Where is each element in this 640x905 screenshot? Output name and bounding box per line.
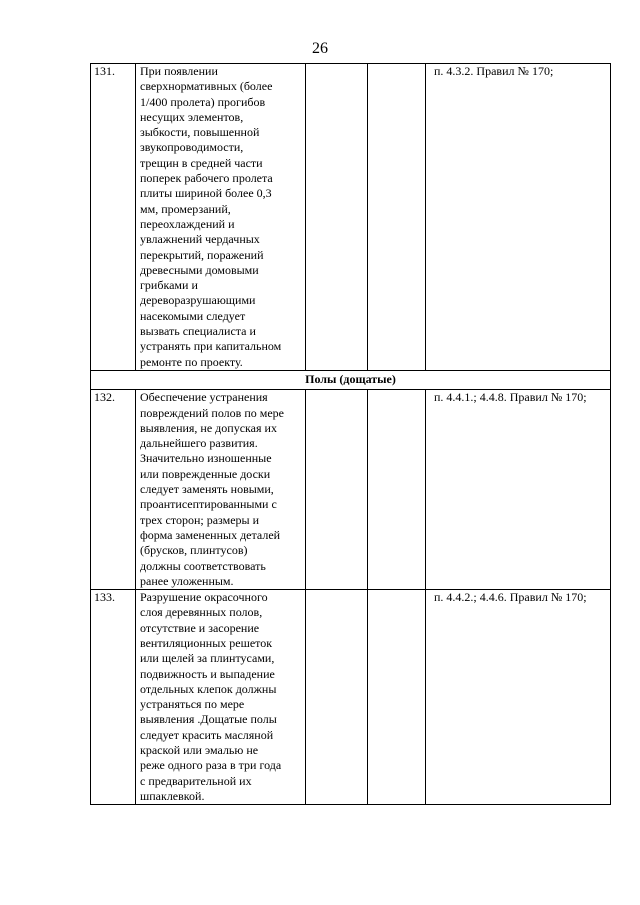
table-row-133 xyxy=(91,590,611,805)
section-title: Полы (дощатые) xyxy=(91,370,611,389)
requirement-text xyxy=(136,590,306,805)
requirement-text xyxy=(136,390,306,590)
table-row-132 xyxy=(91,390,611,590)
requirement-text-content: При появлении сверхнормативных (более 1/400 пролета) прогибов несущих элементов, зыбкости, повышенной звукопроводимости, трещин в средней части поперек рабочего пролета плиты шириной более 0,3 мм, промерзаний, переохлаждений и увлажнений чердачных перекрытий, поражений древесными домовыми грибками и дереворазрушающими насекомыми следует вызвать специалиста и устранять при капитальном ремонте по проекту. xyxy=(140,64,282,369)
table-row-131 xyxy=(91,64,611,371)
regulation-reference: п. 4.4.2.; 4.4.6. Правил № 170; xyxy=(426,590,611,805)
requirements-table xyxy=(90,63,611,805)
empty-cell xyxy=(368,590,426,805)
empty-cell xyxy=(306,590,368,805)
empty-cell xyxy=(368,390,426,590)
page-number: 26 xyxy=(312,40,328,57)
row-number: 133. xyxy=(91,590,136,805)
requirement-text-content: Разрушение окрасочного слоя деревянных полов, отсутствие и засорение вентиляционных решеток или щелей за плинтусами, подвижность и выпадение отдельных клепок должны устраняться по мере выявления .Дощатые полы следует красить масляной краской или эмалью не реже одного раза в три года с предварительной их шпаклевкой. xyxy=(140,590,282,803)
requirement-text xyxy=(136,64,306,371)
row-number: 132. xyxy=(91,390,136,590)
empty-cell xyxy=(306,390,368,590)
regulation-reference: п. 4.3.2. Правил № 170; xyxy=(426,64,611,371)
row-number: 131. xyxy=(91,64,136,371)
regulation-reference: п. 4.4.1.; 4.4.8. Правил № 170; xyxy=(426,390,611,590)
requirement-text-content: Обеспечение устранения повреждений полов по мере выявления, не допуская их дальнейшего развития. Значительно изношенные или поврежденные доски следует заменять новыми, проантисептированными с трех сторон; размеры и форма замененных деталей (брусков, плинтусов) должны соответствовать ранее уложенным. xyxy=(140,390,284,588)
empty-cell xyxy=(368,64,426,371)
empty-cell xyxy=(306,64,368,371)
section-header-row xyxy=(91,370,611,389)
